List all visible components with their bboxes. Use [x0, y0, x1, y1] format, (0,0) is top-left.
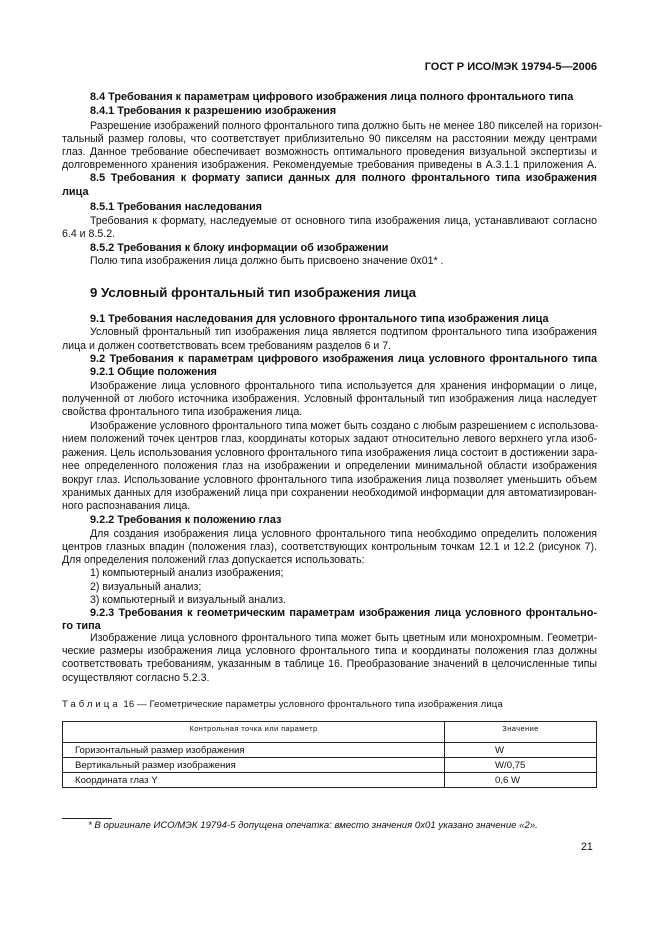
paragraph-line: тальный размер головы, что соответствует приблизительно 90 пикселям на расстоянии между центрами — [62, 133, 597, 145]
heading-8-5-2: 8.5.2 Требования к блоку информации об изображении — [90, 242, 389, 254]
heading-9-2: 9.2 Требования к параметрам цифрового изображения лица условного фронтального типа — [90, 353, 597, 365]
table-cell: W/0,75 — [445, 758, 597, 773]
table-caption — [62, 698, 597, 711]
paragraph-line: Условный фронтальный тип изображения лица является подтипом фронтального типа изображения — [90, 326, 597, 338]
paragraph-line: долговременного хранения изображения. Рекомендуемые требования приведены в А.3.1.1 приложения А. — [62, 159, 597, 171]
column-header: Значение — [445, 722, 597, 743]
paragraph-line: Для определения положений глаз допускается использовать: — [62, 554, 365, 566]
paragraph-line: осуществляют согласно 5.2.3. — [62, 672, 210, 684]
paragraph-line: Разрешение изображений полного фронтального типа должно быть не менее 180 пикселей на горизон- — [90, 120, 603, 132]
paragraph-line: 6.4 и 8.5.2. — [62, 228, 116, 240]
heading-9-2-3: 9.2.3 Требования к геометрическим параметрам изображения лица условного фронтально- — [90, 607, 597, 619]
heading-8-5-1: 8.5.1 Требования наследования — [90, 201, 263, 213]
table-cell: Горизонтальный размер изображения — [63, 743, 445, 758]
paragraph-line: лица и должен соответствовать всем требованиям разделов 6 и 7. — [62, 340, 392, 352]
heading-9-1: 9.1 Требования наследования для условного фронтального типа изображения лица — [90, 313, 549, 325]
list-item: 2) визуальный анализ; — [90, 581, 202, 593]
column-header: Контрольная точка или параметр — [63, 722, 445, 743]
paragraph-line: вокруг глаз. Использование условного фронтального типа изображения лица позволяет уменьшить объем — [62, 474, 597, 486]
paragraph-line: Полю типа изображения лица должно быть присвоено значение 0x01* . — [90, 255, 444, 267]
paragraph-line: Изображение условного фронтального типа может быть создано с любым разрешением с использова- — [90, 420, 599, 432]
paragraph-line: Изображение лица условного фронтального типа используется для хранения информации о лице, — [90, 380, 597, 392]
heading-9-2-2: 9.2.2 Требования к положению глаз — [90, 514, 282, 526]
document-header: ГОСТ Р ИСО/МЭК 19794-5—2006 — [424, 61, 597, 73]
table-row — [63, 758, 597, 773]
heading-8-5-cont: лица — [62, 186, 89, 198]
paragraph-line: свойства фронтального типа изображения лица. — [62, 406, 303, 418]
footnote-divider — [62, 818, 112, 819]
table-cell: Координата глаз Y — [63, 773, 445, 788]
paragraph-line: Для создания изображения лица условного фронтального типа необходимо определить положения — [90, 528, 597, 540]
paragraph-line: центров глазных впадин (положения глаз), соответствующих контрольным точкам 12.1 и 12.2 (рисунок 7). — [62, 541, 597, 553]
table-cell: Вертикальный размер изображения — [63, 758, 445, 773]
heading-9: 9 Условный фронтальный тип изображения лица — [90, 285, 417, 300]
heading-9-2-1: 9.2.1 Общие положения — [90, 366, 217, 378]
heading-8-4-1: 8.4.1 Требования к разрешению изображения — [90, 105, 337, 117]
paragraph-line: нием положений точек центров глаз, координаты которых задают относительно левого верхнего угла изоб- — [62, 433, 597, 445]
table-cell: W — [445, 743, 597, 758]
table-caption-text: 16 — Геометрические параметры условного фронтального типа изображения лица — [120, 699, 503, 710]
paragraph-line: Требования к формату, наследуемые от основного типа изображения лица, устанавливают согласно — [90, 215, 597, 227]
paragraph-line: соответствовать требованиям, указанным в таблице 16. Преобразование значений в целочисленные типы — [62, 658, 597, 670]
geometry-table — [62, 721, 597, 788]
paragraph-line: нее определенного положения глаз на изображении и определении минимальной области изображения — [62, 460, 597, 472]
paragraph-line: глаз. Данное требование обеспечивает возможность оптимального проведения визуальной экспертизы и — [62, 146, 597, 158]
table-header-row — [63, 722, 597, 743]
table-row — [63, 743, 597, 758]
paragraph-line: ческие размеры изображения лица условного фронтального типа и координаты положения глаз должны — [62, 645, 597, 657]
list-item: 3) компьютерный и визуальный анализ. — [90, 594, 286, 606]
heading-9-2-3-cont: го типа — [62, 620, 101, 632]
list-item: 1) компьютерный анализ изображения; — [90, 567, 284, 579]
paragraph-line: ного распознавания лица. — [62, 500, 191, 512]
table-cell: 0,6 W — [445, 773, 597, 788]
heading-8-5: 8.5 Требования к формату записи данных для полного фронтального типа изображения — [90, 172, 597, 184]
footnote: * В оригинале ИСО/МЭК 19794-5 допущена опечатка: вместо значения 0x01 указано значение «2». — [88, 820, 538, 831]
page-number: 21 — [581, 841, 593, 853]
paragraph-line: ражения. Цель использования условного фронтального типа изображения лица состоит в достижении зара- — [62, 447, 598, 459]
paragraph-line: полученной от любого источника изображения. Условный фронтальный тип изображения лица наследует — [62, 393, 597, 405]
heading-8-4: 8.4 Требования к параметрам цифрового изображения лица полного фронтального типа — [90, 91, 574, 103]
paragraph-line: Изображение лица условного фронтального типа может быть цветным или монохромным. Геометри- — [90, 632, 597, 644]
table-row — [63, 773, 597, 788]
table-caption-label: Таблица — [62, 699, 121, 710]
paragraph-line: хранимых данных для изображений лица при сохранении необходимой информации для автоматизирован- — [62, 487, 597, 499]
